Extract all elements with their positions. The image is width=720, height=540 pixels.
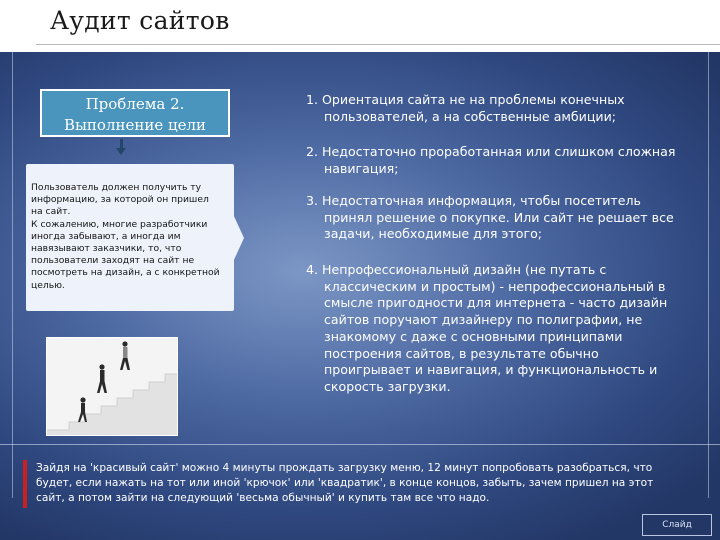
- list-item: [306, 144, 675, 177]
- callout-line: на сайт.: [31, 206, 71, 218]
- list-line: задачи, необходимые для этого;: [324, 226, 543, 242]
- callout-line: Пользователь должен получить ту: [31, 182, 202, 193]
- callout-line: целью.: [31, 279, 65, 291]
- list-line: 4. Непрофессиональный дизайн (не путать с: [306, 262, 607, 277]
- callout-line: пользователи заходят на сайт не: [31, 255, 195, 267]
- title-underline: [36, 44, 720, 45]
- slide-label: Слайд: [642, 514, 712, 536]
- list-line: 3. Недостаточная информация, чтобы посетитель: [306, 193, 641, 208]
- callout-line: навязывают заказчики, то, что: [31, 243, 182, 255]
- list-line: пользователей, а на собственные амбиции;: [324, 108, 617, 124]
- stairs-people-image: [46, 337, 178, 436]
- note-line: сайт, а потом зайти на следующий 'весьма обычный' и купить там все что надо.: [36, 492, 490, 504]
- list-line: построения сайтов, в результате обычно: [324, 345, 599, 361]
- list-line: скорость загрузки.: [324, 378, 451, 394]
- list-line: проигрывает и навигация, и функциональность и: [324, 362, 658, 378]
- note-line: будет, если нажать на тот или иной 'крючок' или 'квадратик', в конце концов, забыть, зачем пришел на этот: [36, 477, 654, 489]
- slide-title: Аудит сайтов: [50, 6, 230, 35]
- list-item: [306, 92, 625, 125]
- list-line: навигация;: [324, 160, 399, 176]
- list-item: [306, 262, 667, 396]
- callout-line: К сожалению, многие разработчики: [31, 218, 208, 230]
- list-line: 2. Недостаточно проработанная или слишком сложная: [306, 144, 676, 159]
- problem-line: Выполнение цели: [63, 116, 207, 134]
- list-line: смысле пригодности для интернета - часто дизайн: [324, 295, 668, 311]
- callout-line: посмотреть на дизайн, а с конкретной: [31, 267, 220, 279]
- list-line: знакомому с даже с основными принципами: [324, 328, 623, 344]
- note-line: Зайдя на 'красивый сайт' можно 4 минуты прождать загрузку меню, 12 минут попробовать разобраться, что: [36, 462, 653, 474]
- footer-divider: [0, 444, 720, 445]
- footer-note: [36, 461, 676, 506]
- callout-pointer: [233, 214, 244, 262]
- list-line: принял решение о покупке. Или сайт не решает все: [324, 209, 674, 225]
- callout-line: информацию, за которой он пришел: [31, 194, 209, 206]
- note-accent-bar: [23, 460, 27, 508]
- right-border-line: [708, 52, 709, 498]
- list-item: [306, 193, 674, 243]
- callout-text: [31, 182, 231, 292]
- problem-line: Проблема 2.: [85, 95, 185, 113]
- list-line: сайтов поручают дизайнеру по полиграфии, не: [324, 312, 643, 328]
- title-bar: [0, 0, 720, 52]
- list-line: 1. Ориентация сайта не на проблемы конечных: [306, 92, 625, 107]
- problem-box: [40, 89, 230, 137]
- left-border-line: [12, 52, 13, 498]
- list-line: классическим и простым) - непрофессиональный в: [324, 278, 666, 294]
- callout-line: иногда забывают, а иногда им: [31, 230, 181, 242]
- down-arrow-head-icon: [116, 148, 126, 155]
